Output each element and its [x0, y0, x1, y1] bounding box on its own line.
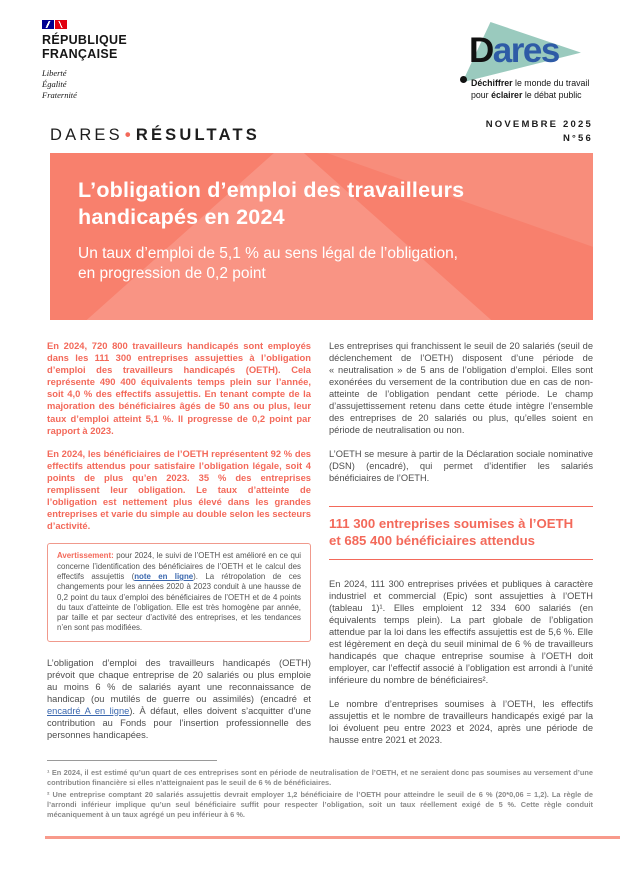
flag-blue-stripe: [42, 20, 54, 29]
left-body-post: ). À défaut, elles doivent s’acquitter d’une contribution au Fonds pour l’insertion professionnelle des personnes handicapées.: [47, 705, 311, 740]
dares-logo: [439, 20, 595, 122]
issue-number: N°56: [562, 132, 593, 144]
page-title: L’obligation d’emploi des travailleurs handicapés en 2024: [78, 178, 465, 229]
left-column: [47, 340, 311, 758]
avertissement-box: [47, 543, 311, 641]
masthead-series: RÉSULTATS: [135, 126, 260, 144]
right-column: [329, 340, 593, 758]
avertissement-text-post: ). La rétropolation de ces changements pour les années 2020 à 2023 conduit à une hausse de 0,2 point du taux d’emploi des bénéficiaires de l’OETH et de 4 points du taux d’atteinte de l’obligation. Elle est très homogène par année, par taille et par secteur d’activité des entreprises, et les tendances n’en sont pas modifiées.: [57, 572, 301, 633]
bottom-divider: [45, 836, 620, 840]
left-body-pre: L’obligation d’emploi des travailleurs handicapés (OETH) prévoit que chaque entreprise de 20 salariés ou plus emploie au moins 6 % de salariés ayant une reconnaissance de handicap (ou mutilés de guerre ou assimilés) (encadré et: [47, 657, 311, 704]
republique-francaise-logo: [42, 20, 127, 101]
masthead-row: [50, 118, 593, 145]
masthead-title: [50, 126, 260, 145]
avertissement-text-pre: pour 2024, le suivi de l’OETH est amélioré en ce qui concerne l’identification des bénéficiaires de l’OETH et le calcul des effectifs assujettis (: [57, 551, 301, 581]
page-subtitle: Un taux d’emploi de 5,1 % au sens légal de l’obligation, en progression de 0,2 point: [78, 245, 458, 282]
footnotes: [47, 760, 593, 820]
right-paragraph-2: L’OETH se mesure à partir de la Déclaration sociale nominative (DSN) (encadré), qui permet d’identifier les salariés bénéficiaires de l’OETH.: [329, 449, 593, 483]
french-flag-icon: [42, 20, 67, 29]
motto-liberte: Liberté: [42, 68, 67, 78]
republique-francaise-wordmark: [42, 34, 127, 61]
encadre-a-en-ligne-link[interactable]: encadré A en ligne: [47, 705, 130, 716]
dares-letter-d: D: [469, 31, 493, 70]
dares-letters-ares: ares: [492, 31, 559, 70]
motto-egalite: Égalité: [42, 79, 67, 89]
avertissement-label: Avertissement:: [57, 551, 114, 561]
dares-wordmark: [469, 33, 559, 68]
dares-tagline-line1: Déchiffrer le monde du travail: [471, 78, 590, 88]
page-header: [0, 0, 623, 104]
dares-dot-icon: [460, 76, 467, 83]
masthead-brand: DARES: [50, 126, 123, 144]
section-heading: 111 300 entreprises soumises à l’OETH et 685 400 bénéficiaires attendus: [329, 506, 593, 560]
flag-red-stripe: [55, 20, 67, 29]
body-columns: [47, 340, 593, 758]
left-body-paragraph: [47, 657, 311, 741]
title-banner: [50, 153, 593, 320]
issue-info: [486, 118, 593, 145]
dares-tagline: [471, 78, 589, 101]
note-en-ligne-link[interactable]: note en ligne: [134, 572, 194, 581]
footnote-1: ¹ En 2024, il est estimé qu’un quart de ces entreprises sont en période de neutralisation de l’OETH, et ne seraient donc pas soumises au versement d’une contribution financière si elles n’atteignaient pas le seuil de 6 % de bénéficiaires.: [47, 768, 593, 787]
footnote-separator: [47, 760, 217, 761]
right-paragraph-4: Le nombre d’entreprises soumises à l’OETH, les effectifs assujettis et le nombre de travailleurs handicapés exigé par la loi évoluent peu entre 2023 et 2024, après une période de hausse entre 2021 et 2023.: [329, 699, 593, 745]
motto-fraternite: Fraternité: [42, 90, 77, 100]
banner-content: [50, 153, 593, 283]
right-paragraph-3: En 2024, 111 300 entreprises privées et publiques à caractère industriel et commercial (Epic) sont assujetties à l’OETH (tableau 1)¹. Elles emploient 12 334 600 salariés (en équivalents temps plein). La part globale de l’obligation attendue par la loi dans les effectifs assujettis est de 5,6 %. Elle est légèrement en deçà du seuil minimal de 6 % de travailleurs handicapés que chaque entreprise soumise à l’OETH doit employer, car l’effectif associé à l’obligation est arrondi à l’unité inférieure du nombre de bénéficiaires².: [329, 579, 593, 685]
rf-motto: [42, 68, 127, 101]
dares-tagline-line2: pour éclairer le débat public: [471, 89, 582, 100]
footnote-2: ² Une entreprise comptant 20 salariés assujettis devrait employer 1,2 bénéficiaire de l’OETH pour atteindre le seuil de 6 % (20*0,06 = 1,2). La règle de l’arrondi inférieur implique qu’un seul bénéficiaire suffit pour respecter l’obligation, soit un taux réellement exigé de 5 %. Cette règle conduit mécaniquement à un taux agrégé un peu inférieur à 6 %.: [47, 790, 593, 819]
issue-month: NOVEMBRE 2025: [485, 119, 593, 130]
lead-paragraph-1: En 2024, 720 800 travailleurs handicapés sont employés dans les 111 300 entreprises assujetties à l’obligation d’emploi des travailleurs handicapés (OETH). Cela représente 490 400 équivalents temps plein sur l’année, soit 4,0 % des effectifs assujettis. En tenant compte de la majoration des bénéficiaires âgés de 50 ans ou plus, leur taux d’emploi atteint 5,1 %. Il progresse de 0,2 point par rapport à 2023.: [47, 340, 311, 436]
right-paragraph-1: Les entreprises qui franchissent le seuil de 20 salariés (seuil de déclenchement de l’OETH) disposent d’une période de « neutralisation » de 5 ans de l’obligation d’emploi. Elles sont exonérées du versement de la contribution due en cas de non-atteinte de l’obligation pendant cette période. Le champ d’assujettissement retenu dans cette étude intègre l’ensemble des entreprises de 20 salariés ou plus, qu’elles soient en période de neutralisation ou non.: [329, 341, 593, 435]
rf-line2: FRANÇAISE: [42, 46, 118, 61]
masthead-dot-icon: •: [124, 126, 134, 144]
lead-paragraph-2: En 2024, les bénéficiaires de l’OETH représentent 92 % des effectifs attendus pour satisfaire l’obligation légale, soit 4 points de plus qu’en 2023. 35 % des entreprises remplissent leur obligation. Le taux d’atteinte de l’obligation est nettement plus élevé dans les grandes entreprises et varie du simple au double selon les secteurs d’activité.: [47, 447, 311, 532]
rf-line1: RÉPUBLIQUE: [42, 33, 127, 47]
